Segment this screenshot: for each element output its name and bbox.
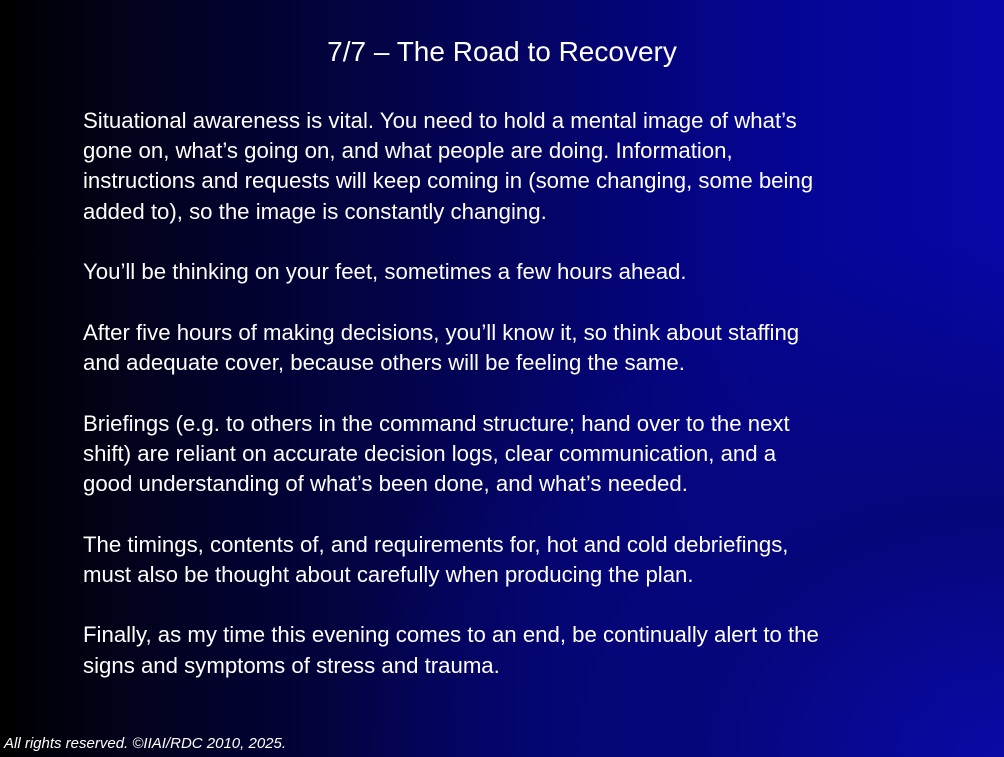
- slide-title: 7/7 – The Road to Recovery: [327, 36, 677, 67]
- paragraph-situational-awareness: Situational awareness is vital. You need to hold a mental image of what’s gone on, what’s going on, and what people are doing. Information, instructions and requests will keep coming in (some changing, some being added to), so the image is constantly changing.: [83, 108, 814, 224]
- slide-body: [83, 106, 963, 711]
- paragraph-stress-trauma: Finally, as my time this evening comes to an end, be continually alert to the signs and symptoms of stress and trauma.: [83, 622, 819, 678]
- paragraph-briefings: Briefings (e.g. to others in the command structure; hand over to the next shift) are reliant on accurate decision logs, clear communication, and a good understanding of what’s been done, and what’s needed.: [83, 410, 790, 496]
- paragraph-staffing: After five hours of making decisions, you’ll know it, so think about staffing and adequate cover, because others will be feeling the same.: [83, 319, 800, 375]
- paragraph-thinking-ahead: You’ll be thinking on your feet, sometimes a few hours ahead.: [83, 259, 687, 285]
- copyright-footer: All rights reserved. ©IIAI/RDC 2010, 2025.: [4, 735, 287, 752]
- paragraph-debriefings: The timings, contents of, and requirements for, hot and cold debriefings, must also be thought about carefully when producing the plan.: [83, 531, 789, 587]
